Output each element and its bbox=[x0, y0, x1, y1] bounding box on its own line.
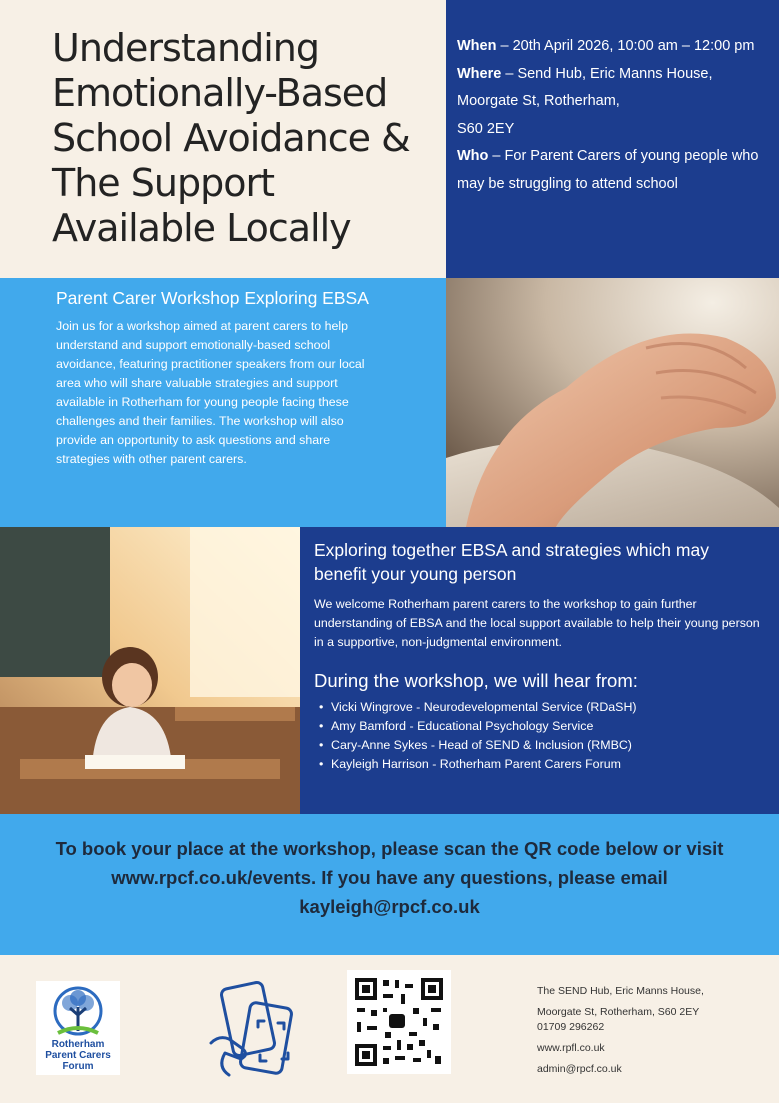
logo-text: Rotherham Parent Carers Forum bbox=[45, 1039, 111, 1072]
who-value: – For Parent Carers of young people who may be struggling to attend school bbox=[457, 148, 759, 192]
qr-code-icon bbox=[347, 970, 451, 1074]
footer bbox=[0, 955, 779, 1103]
workshop-description: Join us for a workshop aimed at parent carers to help understand and support emotionally-based school avoidance, featuring practitioner speakers from our local area who will share valuable strategies and support available in Rotherham for young people facing these challenges and their families. The workshop will also provide an opportunity to ask questions and share strategies with other parent carers. bbox=[56, 319, 365, 466]
event-details bbox=[457, 33, 773, 198]
when-line bbox=[457, 33, 773, 61]
who-label: Who bbox=[457, 148, 489, 164]
rpcf-logo bbox=[36, 981, 120, 1075]
where-value: – Send Hub, Eric Manns House, bbox=[501, 65, 713, 82]
speaker-item: • Cary-Anne Sykes - Head of SEND & Inclusion (RMBC) bbox=[314, 736, 637, 755]
explore-heading: Exploring together EBSA and strategies which may benefit your young person bbox=[314, 540, 709, 584]
explore-description: We welcome Rotherham parent carers to the workshop to gain further understanding of EBSA and the local support available to help their young person in a supportive, non-judgmental environment. bbox=[314, 597, 760, 649]
where-label: Where bbox=[457, 65, 502, 82]
event-details-panel bbox=[446, 0, 779, 278]
where-line bbox=[457, 61, 773, 89]
booking-panel bbox=[0, 814, 779, 955]
who-line bbox=[457, 143, 773, 198]
speaker-item: • Amy Bamford - Educational Psychology Service bbox=[314, 717, 637, 736]
contact-website[interactable]: www.rpfl.co.uk bbox=[537, 1042, 605, 1054]
phone-scan-icon bbox=[203, 979, 303, 1079]
contact-address-line1: The SEND Hub, Eric Manns House, bbox=[537, 985, 704, 997]
where-line-3: S60 2EY bbox=[457, 120, 515, 137]
hand-on-shoulder-photo bbox=[446, 278, 779, 527]
speaker-item: • Vicki Wingrove - Neurodevelopmental Service (RDaSH) bbox=[314, 698, 637, 717]
title-panel bbox=[0, 0, 446, 278]
tree-logo-icon bbox=[36, 981, 120, 1041]
speakers-heading: During the workshop, we will hear from: bbox=[314, 670, 638, 691]
page-title: Understanding Emotionally-Based School Avoidance & The Support Available Locally bbox=[52, 26, 410, 250]
contact-email[interactable]: admin@rpcf.co.uk bbox=[537, 1063, 622, 1075]
child-in-classroom-illustration bbox=[0, 527, 300, 814]
explore-panel bbox=[300, 527, 779, 814]
when-value: – 20th April 2026, 10:00 am – 12:00 pm bbox=[496, 38, 755, 54]
contact-phone: 01709 296262 bbox=[537, 1021, 605, 1033]
speakers-list bbox=[314, 698, 637, 774]
speaker-item: • Kayleigh Harrison - Rotherham Parent Carers Forum bbox=[314, 755, 637, 774]
when-label: When bbox=[457, 38, 497, 54]
workshop-heading: Parent Carer Workshop Exploring EBSA bbox=[56, 288, 369, 308]
booking-text: To book your place at the workshop, please scan the QR code below or visit www.rpcf.co.uk/events. If you have any questions, please email kayleigh@rpcf.co.uk bbox=[55, 838, 724, 917]
where-line-2: Moorgate St, Rotherham, bbox=[457, 93, 620, 109]
contact-address-line2: Moorgate St, Rotherham, S60 2EY bbox=[537, 1006, 700, 1018]
